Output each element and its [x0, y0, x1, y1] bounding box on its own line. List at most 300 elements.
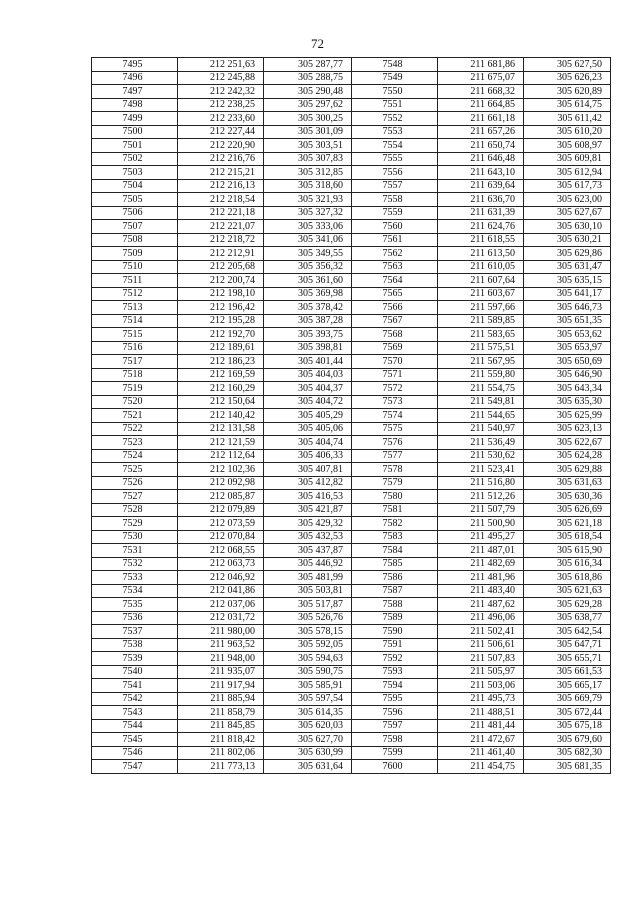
table-row: [92, 71, 611, 85]
point-number-cell: 7495: [92, 58, 178, 72]
point-number-cell: 7539: [92, 652, 178, 666]
point-number-cell: 7519: [92, 382, 178, 396]
x-coordinate-cell: 212 046,92: [178, 571, 264, 585]
x-coordinate-cell: 211 559,80: [438, 368, 524, 382]
y-coordinate-cell: 305 609,81: [524, 152, 611, 166]
y-coordinate-cell: 305 307,83: [264, 152, 352, 166]
y-coordinate-cell: 305 655,71: [524, 652, 611, 666]
x-coordinate-cell: 212 112,64: [178, 449, 264, 463]
x-coordinate-cell: 211 454,75: [438, 760, 524, 774]
x-coordinate-cell: 211 506,61: [438, 638, 524, 652]
x-coordinate-cell: 211 818,42: [178, 733, 264, 747]
y-coordinate-cell: 305 635,15: [524, 274, 611, 288]
point-number-cell: 7600: [352, 760, 438, 774]
y-coordinate-cell: 305 669,79: [524, 692, 611, 706]
table-row: [92, 760, 611, 774]
point-number-cell: 7530: [92, 530, 178, 544]
coordinates-table: [91, 57, 611, 774]
y-coordinate-cell: 305 681,35: [524, 760, 611, 774]
y-coordinate-cell: 305 404,03: [264, 368, 352, 382]
point-number-cell: 7540: [92, 665, 178, 679]
x-coordinate-cell: 211 963,52: [178, 638, 264, 652]
x-coordinate-cell: 211 512,26: [438, 490, 524, 504]
x-coordinate-cell: 211 507,83: [438, 652, 524, 666]
point-number-cell: 7529: [92, 517, 178, 531]
point-number-cell: 7551: [352, 98, 438, 112]
y-coordinate-cell: 305 288,75: [264, 71, 352, 85]
point-number-cell: 7577: [352, 449, 438, 463]
x-coordinate-cell: 211 802,06: [178, 746, 264, 760]
point-number-cell: 7517: [92, 355, 178, 369]
y-coordinate-cell: 305 341,06: [264, 233, 352, 247]
x-coordinate-cell: 211 885,94: [178, 692, 264, 706]
point-number-cell: 7543: [92, 706, 178, 720]
table-row: [92, 544, 611, 558]
y-coordinate-cell: 305 629,88: [524, 463, 611, 477]
y-coordinate-cell: 305 630,10: [524, 220, 611, 234]
table-row: [92, 652, 611, 666]
table-row: [92, 125, 611, 139]
y-coordinate-cell: 305 618,86: [524, 571, 611, 585]
x-coordinate-cell: 211 624,76: [438, 220, 524, 234]
x-coordinate-cell: 212 189,61: [178, 341, 264, 355]
x-coordinate-cell: 212 092,98: [178, 476, 264, 490]
point-number-cell: 7554: [352, 139, 438, 153]
x-coordinate-cell: 211 668,32: [438, 85, 524, 99]
point-number-cell: 7592: [352, 652, 438, 666]
table-row: [92, 436, 611, 450]
y-coordinate-cell: 305 647,71: [524, 638, 611, 652]
y-coordinate-cell: 305 653,97: [524, 341, 611, 355]
y-coordinate-cell: 305 617,73: [524, 179, 611, 193]
y-coordinate-cell: 305 290,48: [264, 85, 352, 99]
x-coordinate-cell: 212 212,91: [178, 247, 264, 261]
x-coordinate-cell: 212 070,84: [178, 530, 264, 544]
y-coordinate-cell: 305 646,73: [524, 301, 611, 315]
x-coordinate-cell: 211 567,95: [438, 355, 524, 369]
y-coordinate-cell: 305 620,03: [264, 719, 352, 733]
y-coordinate-cell: 305 629,28: [524, 598, 611, 612]
x-coordinate-cell: 211 618,55: [438, 233, 524, 247]
x-coordinate-cell: 212 221,07: [178, 220, 264, 234]
point-number-cell: 7511: [92, 274, 178, 288]
x-coordinate-cell: 211 980,00: [178, 625, 264, 639]
y-coordinate-cell: 305 679,60: [524, 733, 611, 747]
x-coordinate-cell: 211 597,66: [438, 301, 524, 315]
point-number-cell: 7579: [352, 476, 438, 490]
y-coordinate-cell: 305 378,42: [264, 301, 352, 315]
y-coordinate-cell: 305 398,81: [264, 341, 352, 355]
point-number-cell: 7502: [92, 152, 178, 166]
y-coordinate-cell: 305 651,35: [524, 314, 611, 328]
table-row: [92, 571, 611, 585]
x-coordinate-cell: 211 554,75: [438, 382, 524, 396]
x-coordinate-cell: 211 496,06: [438, 611, 524, 625]
y-coordinate-cell: 305 618,54: [524, 530, 611, 544]
x-coordinate-cell: 211 507,79: [438, 503, 524, 517]
y-coordinate-cell: 305 446,92: [264, 557, 352, 571]
table-row: [92, 193, 611, 207]
y-coordinate-cell: 305 630,99: [264, 746, 352, 760]
table-row: [92, 449, 611, 463]
table-row: [92, 382, 611, 396]
table-row: [92, 530, 611, 544]
y-coordinate-cell: 305 622,67: [524, 436, 611, 450]
point-number-cell: 7536: [92, 611, 178, 625]
x-coordinate-cell: 211 643,10: [438, 166, 524, 180]
point-number-cell: 7538: [92, 638, 178, 652]
y-coordinate-cell: 305 646,90: [524, 368, 611, 382]
x-coordinate-cell: 211 487,62: [438, 598, 524, 612]
point-number-cell: 7496: [92, 71, 178, 85]
y-coordinate-cell: 305 597,54: [264, 692, 352, 706]
table-row: [92, 368, 611, 382]
point-number-cell: 7509: [92, 247, 178, 261]
point-number-cell: 7544: [92, 719, 178, 733]
x-coordinate-cell: 211 549,81: [438, 395, 524, 409]
page-number: 72: [311, 36, 324, 51]
x-coordinate-cell: 211 636,70: [438, 193, 524, 207]
table-row: [92, 247, 611, 261]
point-number-cell: 7568: [352, 328, 438, 342]
x-coordinate-cell: 211 657,26: [438, 125, 524, 139]
x-coordinate-cell: 211 482,69: [438, 557, 524, 571]
table-row: [92, 85, 611, 99]
y-coordinate-cell: 305 650,69: [524, 355, 611, 369]
point-number-cell: 7525: [92, 463, 178, 477]
table-row: [92, 341, 611, 355]
point-number-cell: 7552: [352, 112, 438, 126]
point-number-cell: 7533: [92, 571, 178, 585]
y-coordinate-cell: 305 407,81: [264, 463, 352, 477]
point-number-cell: 7599: [352, 746, 438, 760]
y-coordinate-cell: 305 416,53: [264, 490, 352, 504]
x-coordinate-cell: 212 186,23: [178, 355, 264, 369]
x-coordinate-cell: 212 205,68: [178, 260, 264, 274]
y-coordinate-cell: 305 481,99: [264, 571, 352, 585]
x-coordinate-cell: 211 589,85: [438, 314, 524, 328]
point-number-cell: 7535: [92, 598, 178, 612]
table-row: [92, 598, 611, 612]
y-coordinate-cell: 305 401,44: [264, 355, 352, 369]
point-number-cell: 7504: [92, 179, 178, 193]
point-number-cell: 7515: [92, 328, 178, 342]
x-coordinate-cell: 211 858,79: [178, 706, 264, 720]
point-number-cell: 7585: [352, 557, 438, 571]
point-number-cell: 7510: [92, 260, 178, 274]
y-coordinate-cell: 305 327,32: [264, 206, 352, 220]
point-number-cell: 7557: [352, 179, 438, 193]
y-coordinate-cell: 305 615,90: [524, 544, 611, 558]
y-coordinate-cell: 305 361,60: [264, 274, 352, 288]
x-coordinate-cell: 212 068,55: [178, 544, 264, 558]
y-coordinate-cell: 305 404,72: [264, 395, 352, 409]
table-row: [92, 301, 611, 315]
x-coordinate-cell: 211 681,86: [438, 58, 524, 72]
x-coordinate-cell: 212 160,29: [178, 382, 264, 396]
point-number-cell: 7587: [352, 584, 438, 598]
table-row: [92, 692, 611, 706]
x-coordinate-cell: 212 216,76: [178, 152, 264, 166]
point-number-cell: 7526: [92, 476, 178, 490]
table-row: [92, 706, 611, 720]
y-coordinate-cell: 305 421,87: [264, 503, 352, 517]
point-number-cell: 7598: [352, 733, 438, 747]
table-row: [92, 719, 611, 733]
point-number-cell: 7596: [352, 706, 438, 720]
point-number-cell: 7531: [92, 544, 178, 558]
table-row: [92, 490, 611, 504]
x-coordinate-cell: 212 220,90: [178, 139, 264, 153]
table-row: [92, 679, 611, 693]
x-coordinate-cell: 211 639,64: [438, 179, 524, 193]
x-coordinate-cell: 212 041,86: [178, 584, 264, 598]
y-coordinate-cell: 305 631,63: [524, 476, 611, 490]
x-coordinate-cell: 212 218,54: [178, 193, 264, 207]
point-number-cell: 7500: [92, 125, 178, 139]
x-coordinate-cell: 212 221,18: [178, 206, 264, 220]
point-number-cell: 7586: [352, 571, 438, 585]
point-number-cell: 7521: [92, 409, 178, 423]
point-number-cell: 7573: [352, 395, 438, 409]
point-number-cell: 7513: [92, 301, 178, 315]
y-coordinate-cell: 305 585,91: [264, 679, 352, 693]
point-number-cell: 7574: [352, 409, 438, 423]
point-number-cell: 7497: [92, 85, 178, 99]
point-number-cell: 7550: [352, 85, 438, 99]
point-number-cell: 7498: [92, 98, 178, 112]
x-coordinate-cell: 211 503,06: [438, 679, 524, 693]
point-number-cell: 7520: [92, 395, 178, 409]
x-coordinate-cell: 212 200,74: [178, 274, 264, 288]
y-coordinate-cell: 305 638,77: [524, 611, 611, 625]
x-coordinate-cell: 212 245,88: [178, 71, 264, 85]
table-row: [92, 233, 611, 247]
point-number-cell: 7578: [352, 463, 438, 477]
point-number-cell: 7501: [92, 139, 178, 153]
table-row: [92, 584, 611, 598]
y-coordinate-cell: 305 406,33: [264, 449, 352, 463]
x-coordinate-cell: 211 607,64: [438, 274, 524, 288]
point-number-cell: 7584: [352, 544, 438, 558]
y-coordinate-cell: 305 333,06: [264, 220, 352, 234]
table-row: [92, 395, 611, 409]
point-number-cell: 7589: [352, 611, 438, 625]
y-coordinate-cell: 305 642,54: [524, 625, 611, 639]
table-row: [92, 314, 611, 328]
x-coordinate-cell: 211 495,27: [438, 530, 524, 544]
y-coordinate-cell: 305 627,70: [264, 733, 352, 747]
x-coordinate-cell: 211 935,07: [178, 665, 264, 679]
y-coordinate-cell: 305 517,87: [264, 598, 352, 612]
point-number-cell: 7561: [352, 233, 438, 247]
y-coordinate-cell: 305 303,51: [264, 139, 352, 153]
point-number-cell: 7567: [352, 314, 438, 328]
y-coordinate-cell: 305 635,30: [524, 395, 611, 409]
y-coordinate-cell: 305 621,18: [524, 517, 611, 531]
y-coordinate-cell: 305 404,37: [264, 382, 352, 396]
x-coordinate-cell: 211 540,97: [438, 422, 524, 436]
point-number-cell: 7548: [352, 58, 438, 72]
x-coordinate-cell: 212 198,10: [178, 287, 264, 301]
x-coordinate-cell: 212 121,59: [178, 436, 264, 450]
table-row: [92, 665, 611, 679]
table-row: [92, 328, 611, 342]
point-number-cell: 7576: [352, 436, 438, 450]
table-row: [92, 557, 611, 571]
x-coordinate-cell: 211 502,41: [438, 625, 524, 639]
point-number-cell: 7547: [92, 760, 178, 774]
point-number-cell: 7583: [352, 530, 438, 544]
y-coordinate-cell: 305 437,87: [264, 544, 352, 558]
coordinates-table-body: [92, 58, 611, 774]
x-coordinate-cell: 212 238,25: [178, 98, 264, 112]
y-coordinate-cell: 305 429,32: [264, 517, 352, 531]
y-coordinate-cell: 305 300,25: [264, 112, 352, 126]
x-coordinate-cell: 212 251,63: [178, 58, 264, 72]
y-coordinate-cell: 305 661,53: [524, 665, 611, 679]
x-coordinate-cell: 212 227,44: [178, 125, 264, 139]
point-number-cell: 7581: [352, 503, 438, 517]
table-row: [92, 355, 611, 369]
x-coordinate-cell: 211 483,40: [438, 584, 524, 598]
x-coordinate-cell: 212 085,87: [178, 490, 264, 504]
table-row: [92, 112, 611, 126]
x-coordinate-cell: 211 773,13: [178, 760, 264, 774]
x-coordinate-cell: 212 131,58: [178, 422, 264, 436]
y-coordinate-cell: 305 672,44: [524, 706, 611, 720]
table-row: [92, 206, 611, 220]
y-coordinate-cell: 305 301,09: [264, 125, 352, 139]
x-coordinate-cell: 211 523,41: [438, 463, 524, 477]
y-coordinate-cell: 305 356,32: [264, 260, 352, 274]
point-number-cell: 7534: [92, 584, 178, 598]
table-row: [92, 287, 611, 301]
x-coordinate-cell: 212 031,72: [178, 611, 264, 625]
x-coordinate-cell: 211 664,85: [438, 98, 524, 112]
table-row: [92, 166, 611, 180]
x-coordinate-cell: 211 575,51: [438, 341, 524, 355]
table-row: [92, 220, 611, 234]
point-number-cell: 7571: [352, 368, 438, 382]
x-coordinate-cell: 212 079,89: [178, 503, 264, 517]
point-number-cell: 7527: [92, 490, 178, 504]
y-coordinate-cell: 305 432,53: [264, 530, 352, 544]
y-coordinate-cell: 305 287,77: [264, 58, 352, 72]
x-coordinate-cell: 212 196,42: [178, 301, 264, 315]
table-row: [92, 409, 611, 423]
point-number-cell: 7564: [352, 274, 438, 288]
x-coordinate-cell: 212 192,70: [178, 328, 264, 342]
point-number-cell: 7569: [352, 341, 438, 355]
point-number-cell: 7593: [352, 665, 438, 679]
y-coordinate-cell: 305 393,75: [264, 328, 352, 342]
point-number-cell: 7514: [92, 314, 178, 328]
point-number-cell: 7556: [352, 166, 438, 180]
x-coordinate-cell: 212 233,60: [178, 112, 264, 126]
x-coordinate-cell: 212 216,13: [178, 179, 264, 193]
y-coordinate-cell: 305 665,17: [524, 679, 611, 693]
y-coordinate-cell: 305 627,67: [524, 206, 611, 220]
y-coordinate-cell: 305 631,64: [264, 760, 352, 774]
point-number-cell: 7523: [92, 436, 178, 450]
y-coordinate-cell: 305 623,00: [524, 193, 611, 207]
table-row: [92, 98, 611, 112]
table-row: [92, 260, 611, 274]
point-number-cell: 7546: [92, 746, 178, 760]
y-coordinate-cell: 305 503,81: [264, 584, 352, 598]
x-coordinate-cell: 212 195,28: [178, 314, 264, 328]
x-coordinate-cell: 211 500,90: [438, 517, 524, 531]
x-coordinate-cell: 211 631,39: [438, 206, 524, 220]
table-row: [92, 476, 611, 490]
table-row: [92, 638, 611, 652]
point-number-cell: 7588: [352, 598, 438, 612]
x-coordinate-cell: 211 610,05: [438, 260, 524, 274]
y-coordinate-cell: 305 297,62: [264, 98, 352, 112]
x-coordinate-cell: 211 675,07: [438, 71, 524, 85]
y-coordinate-cell: 305 614,75: [524, 98, 611, 112]
point-number-cell: 7555: [352, 152, 438, 166]
y-coordinate-cell: 305 611,42: [524, 112, 611, 126]
point-number-cell: 7516: [92, 341, 178, 355]
y-coordinate-cell: 305 349,55: [264, 247, 352, 261]
x-coordinate-cell: 211 461,40: [438, 746, 524, 760]
point-number-cell: 7562: [352, 247, 438, 261]
y-coordinate-cell: 305 594,63: [264, 652, 352, 666]
y-coordinate-cell: 305 608,97: [524, 139, 611, 153]
y-coordinate-cell: 305 675,18: [524, 719, 611, 733]
y-coordinate-cell: 305 623,13: [524, 422, 611, 436]
table-row: [92, 152, 611, 166]
x-coordinate-cell: 211 646,48: [438, 152, 524, 166]
y-coordinate-cell: 305 625,99: [524, 409, 611, 423]
table-row: [92, 625, 611, 639]
x-coordinate-cell: 212 218,72: [178, 233, 264, 247]
y-coordinate-cell: 305 404,74: [264, 436, 352, 450]
point-number-cell: 7542: [92, 692, 178, 706]
point-number-cell: 7594: [352, 679, 438, 693]
point-number-cell: 7506: [92, 206, 178, 220]
x-coordinate-cell: 211 488,51: [438, 706, 524, 720]
x-coordinate-cell: 212 037,06: [178, 598, 264, 612]
x-coordinate-cell: 211 613,50: [438, 247, 524, 261]
point-number-cell: 7570: [352, 355, 438, 369]
y-coordinate-cell: 305 653,62: [524, 328, 611, 342]
y-coordinate-cell: 305 387,28: [264, 314, 352, 328]
point-number-cell: 7508: [92, 233, 178, 247]
x-coordinate-cell: 211 650,74: [438, 139, 524, 153]
table-row: [92, 746, 611, 760]
x-coordinate-cell: 211 530,62: [438, 449, 524, 463]
x-coordinate-cell: 211 536,49: [438, 436, 524, 450]
point-number-cell: 7553: [352, 125, 438, 139]
y-coordinate-cell: 305 526,76: [264, 611, 352, 625]
table-row: [92, 274, 611, 288]
point-number-cell: 7541: [92, 679, 178, 693]
y-coordinate-cell: 305 321,93: [264, 193, 352, 207]
point-number-cell: 7549: [352, 71, 438, 85]
y-coordinate-cell: 305 631,47: [524, 260, 611, 274]
point-number-cell: 7558: [352, 193, 438, 207]
x-coordinate-cell: 212 102,36: [178, 463, 264, 477]
x-coordinate-cell: 211 948,00: [178, 652, 264, 666]
x-coordinate-cell: 212 140,42: [178, 409, 264, 423]
y-coordinate-cell: 305 627,50: [524, 58, 611, 72]
x-coordinate-cell: 212 063,73: [178, 557, 264, 571]
x-coordinate-cell: 212 073,59: [178, 517, 264, 531]
x-coordinate-cell: 211 845,85: [178, 719, 264, 733]
